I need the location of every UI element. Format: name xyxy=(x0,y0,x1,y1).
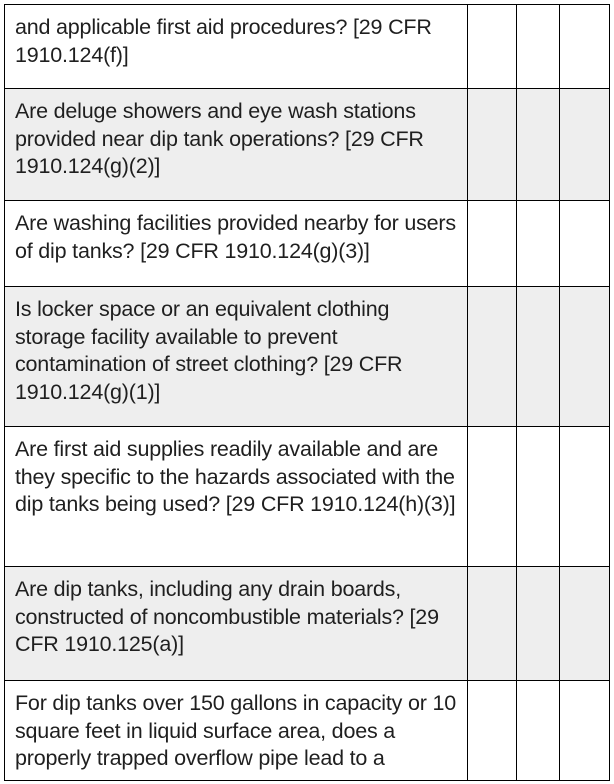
answer-cell-1[interactable] xyxy=(468,5,517,89)
table-row xyxy=(5,681,610,781)
table-row xyxy=(5,5,610,89)
table-row xyxy=(5,89,610,201)
question-cell: Are deluge showers and eye wash stations provided near dip tank operations? [29 CFR 1910.124(g)(2)] xyxy=(5,89,468,201)
question-cell: For dip tanks over 150 gallons in capacity or 10 square feet in liquid surface area, does a properly trapped overflow pipe lead to a xyxy=(5,681,468,781)
answer-cell-2[interactable] xyxy=(517,201,560,287)
table-row xyxy=(5,427,610,567)
checklist-table-container xyxy=(4,4,610,781)
answer-cell-2[interactable] xyxy=(517,89,560,201)
answer-cell-1[interactable] xyxy=(468,427,517,567)
question-cell: Are first aid supplies readily available and are they specific to the hazards associated with the dip tanks being used? [29 CFR 1910.124(h)(3)] xyxy=(5,427,468,567)
safety-checklist-table xyxy=(4,4,610,781)
answer-cell-1[interactable] xyxy=(468,201,517,287)
answer-cell-3[interactable] xyxy=(560,427,610,567)
answer-cell-2[interactable] xyxy=(517,287,560,427)
answer-cell-1[interactable] xyxy=(468,567,517,681)
question-cell: Are washing facilities provided nearby for users of dip tanks? [29 CFR 1910.124(g)(3)] xyxy=(5,201,468,287)
answer-cell-3[interactable] xyxy=(560,567,610,681)
answer-cell-1[interactable] xyxy=(468,681,517,781)
answer-cell-3[interactable] xyxy=(560,89,610,201)
answer-cell-2[interactable] xyxy=(517,681,560,781)
table-row xyxy=(5,201,610,287)
answer-cell-3[interactable] xyxy=(560,201,610,287)
answer-cell-1[interactable] xyxy=(468,89,517,201)
table-row xyxy=(5,287,610,427)
answer-cell-3[interactable] xyxy=(560,681,610,781)
question-cell: and applicable first aid procedures? [29 CFR 1910.124(f)] xyxy=(5,5,468,89)
answer-cell-2[interactable] xyxy=(517,5,560,89)
answer-cell-2[interactable] xyxy=(517,427,560,567)
question-cell: Are dip tanks, including any drain boards, constructed of noncombustible materials? [29 CFR 1910.125(a)] xyxy=(5,567,468,681)
table-row xyxy=(5,567,610,681)
question-cell: Is locker space or an equivalent clothing storage facility available to prevent contamination of street clothing? [29 CFR 1910.124(g)(1)] xyxy=(5,287,468,427)
answer-cell-2[interactable] xyxy=(517,567,560,681)
answer-cell-3[interactable] xyxy=(560,287,610,427)
answer-cell-1[interactable] xyxy=(468,287,517,427)
answer-cell-3[interactable] xyxy=(560,5,610,89)
